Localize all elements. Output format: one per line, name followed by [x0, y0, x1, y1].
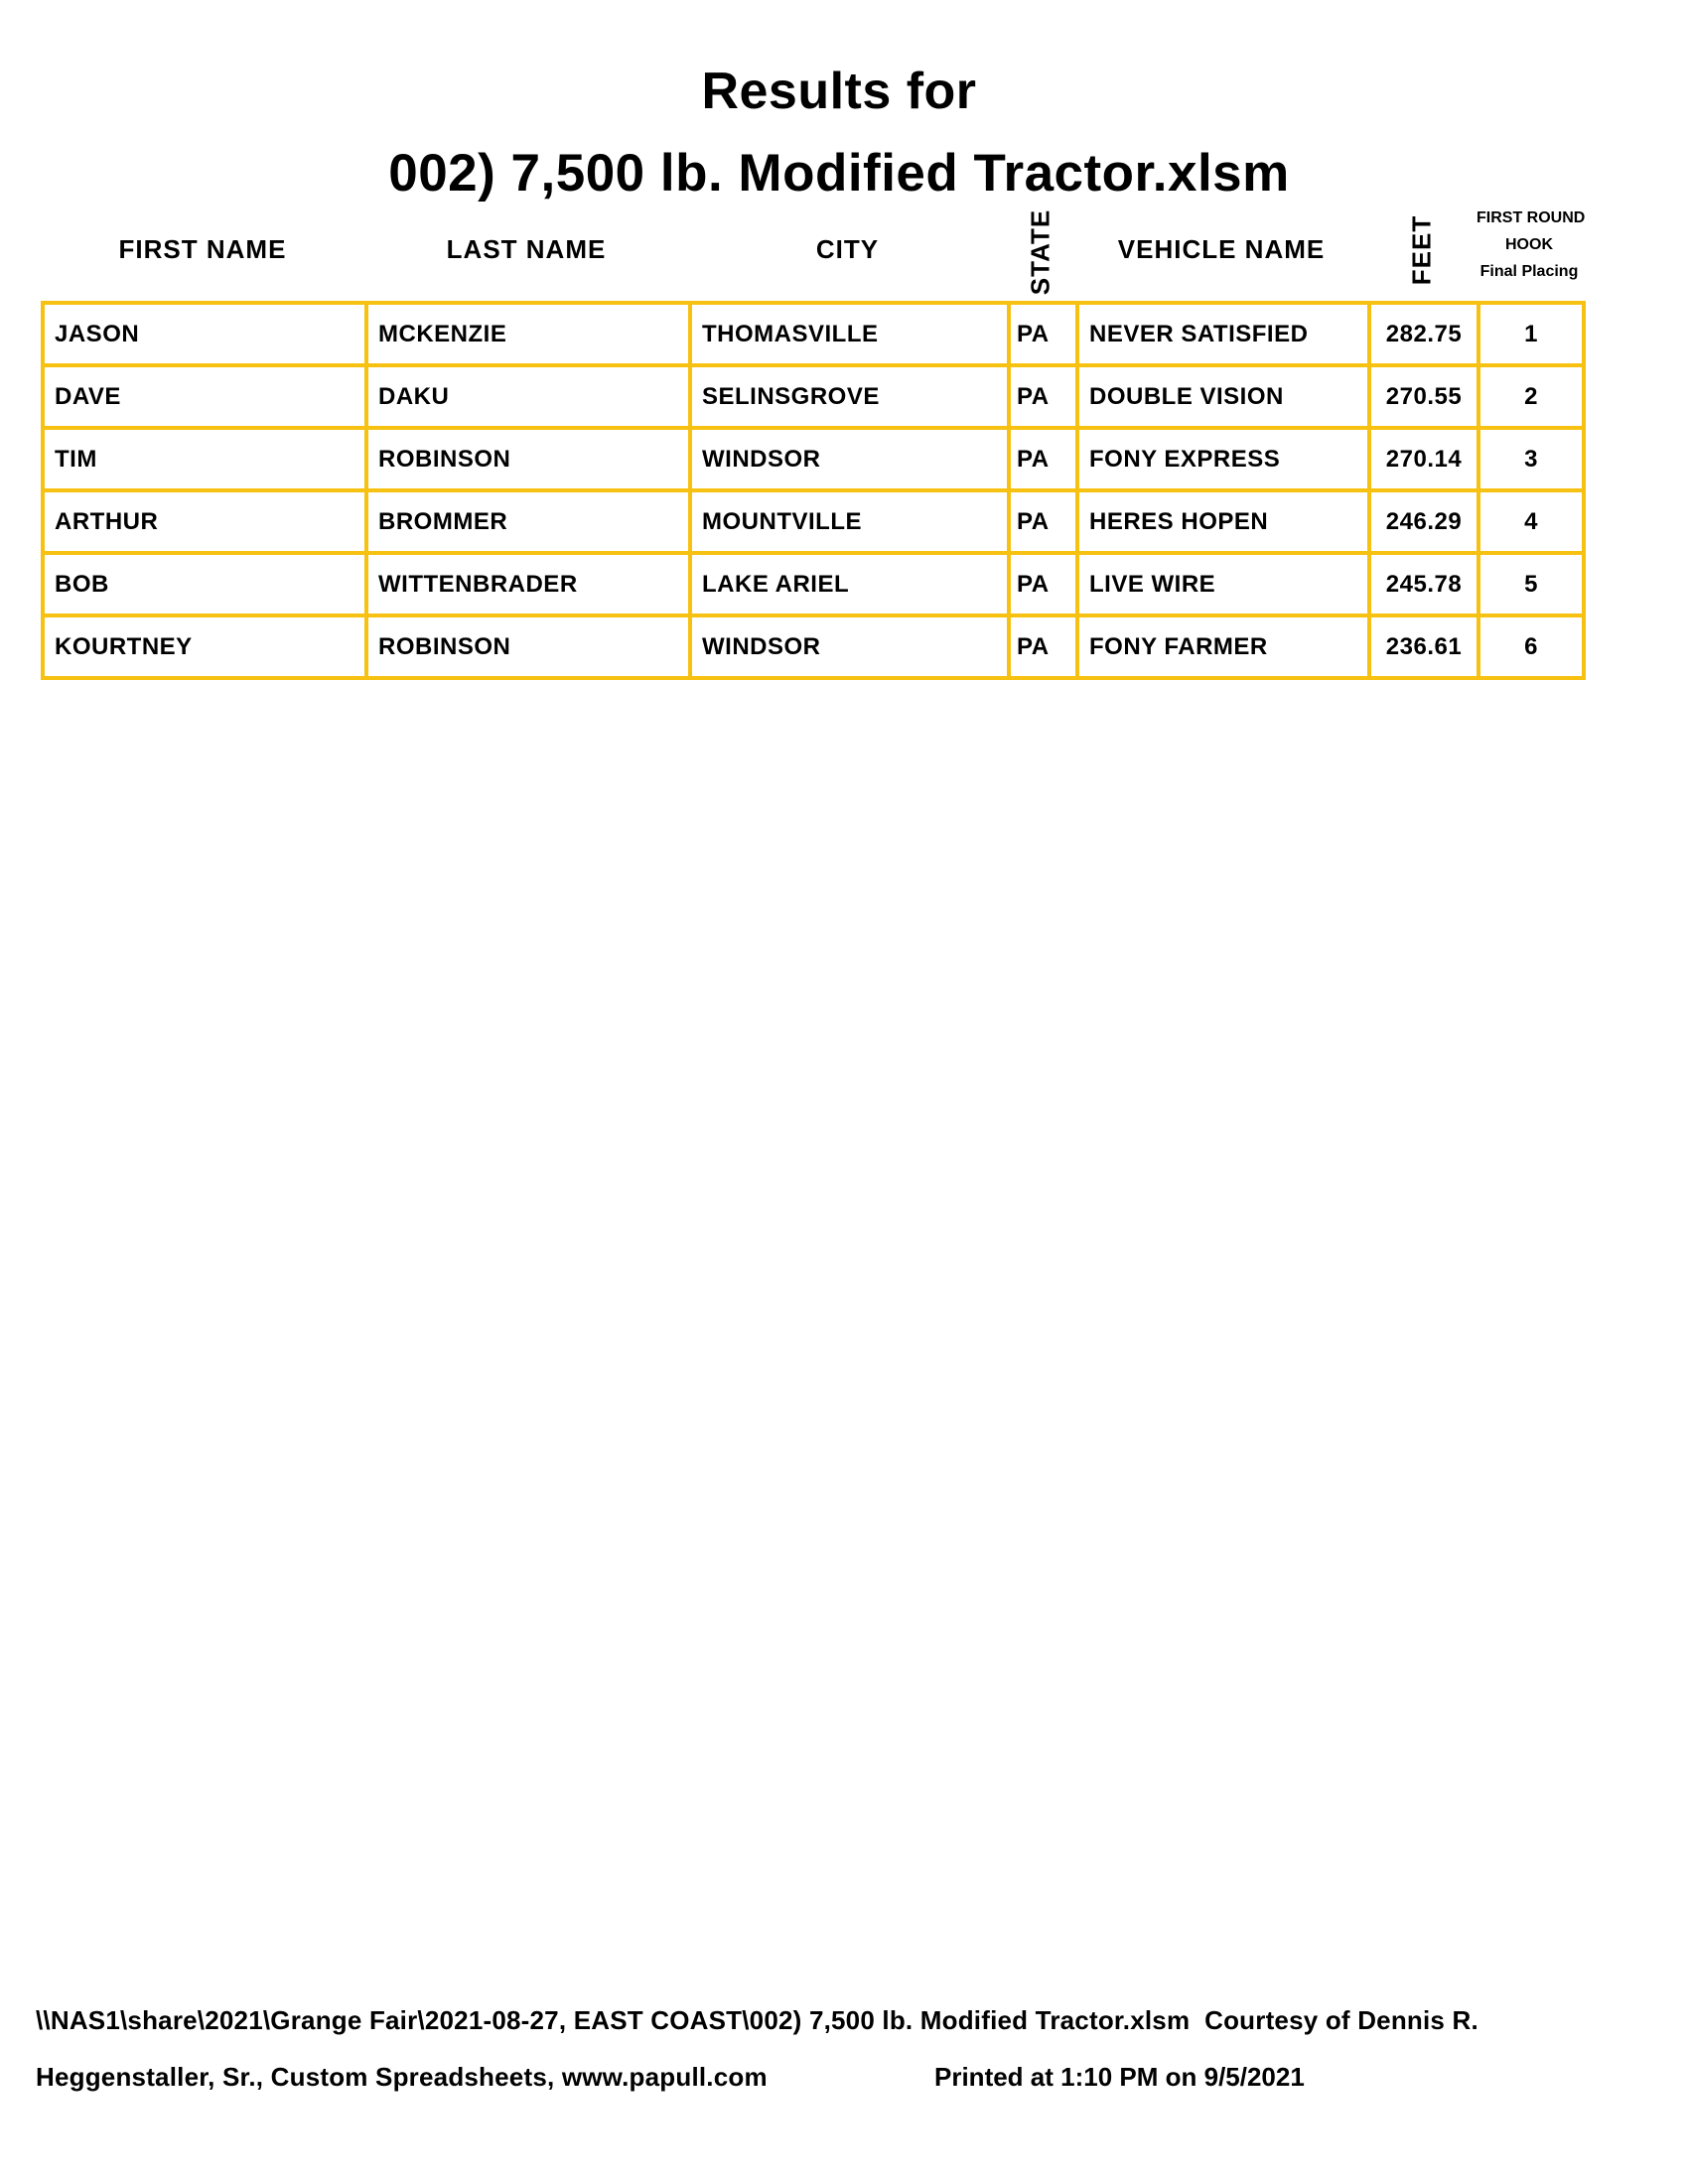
cell-city: WINDSOR	[690, 615, 1009, 678]
cell-first-name: DAVE	[43, 365, 366, 428]
table-row	[43, 553, 1584, 615]
cell-final-placing: 4	[1478, 490, 1584, 553]
table-row	[43, 428, 1584, 490]
cell-last-name: DAKU	[366, 365, 690, 428]
cell-final-placing: 3	[1478, 428, 1584, 490]
cell-feet: 236.61	[1369, 615, 1478, 678]
cell-vehicle-name: HERES HOPEN	[1077, 490, 1369, 553]
results-table	[41, 301, 1586, 680]
cell-state: PA	[1009, 303, 1077, 365]
cell-last-name: BROMMER	[366, 490, 690, 553]
cell-last-name: ROBINSON	[366, 428, 690, 490]
cell-city: THOMASVILLE	[690, 303, 1009, 365]
placing-header-line1: FIRST ROUND	[1477, 209, 1586, 226]
column-header-city: CITY	[815, 234, 880, 264]
cell-vehicle-name: FONY FARMER	[1077, 615, 1369, 678]
column-header-state-rotated: STATE	[1025, 208, 1055, 296]
page-title: Results for	[701, 63, 977, 120]
placing-header-line2: HOOK	[1505, 236, 1553, 253]
column-header-first-name: FIRST NAME	[118, 234, 287, 264]
cell-last-name: WITTENBRADER	[366, 553, 690, 615]
cell-vehicle-name: DOUBLE VISION	[1077, 365, 1369, 428]
table-row	[43, 303, 1584, 365]
cell-state: PA	[1009, 428, 1077, 490]
cell-last-name: MCKENZIE	[366, 303, 690, 365]
column-header-feet-rotated: FEET	[1406, 214, 1437, 286]
cell-first-name: KOURTNEY	[43, 615, 366, 678]
cell-vehicle-name: LIVE WIRE	[1077, 553, 1369, 615]
results-table-body	[43, 303, 1584, 678]
cell-city: LAKE ARIEL	[690, 553, 1009, 615]
table-row	[43, 365, 1584, 428]
table-row	[43, 490, 1584, 553]
placing-header-line3: Final Placing	[1479, 263, 1579, 280]
cell-first-name: ARTHUR	[43, 490, 366, 553]
footer-printed-timestamp: Printed at 1:10 PM on 9/5/2021	[934, 2062, 1305, 2092]
column-header-final-placing	[1477, 205, 1586, 285]
cell-city: SELINSGROVE	[690, 365, 1009, 428]
cell-state: PA	[1009, 553, 1077, 615]
footer-credit: Heggenstaller, Sr., Custom Spreadsheets, www.papull.com	[36, 2062, 768, 2092]
footer-file-path: \\NAS1\share\2021\Grange Fair\2021-08-27, EAST COAST\002) 7,500 lb. Modified Tractor.xlsm Courtesy of Dennis R.	[36, 2005, 1478, 2035]
cell-final-placing: 6	[1478, 615, 1584, 678]
cell-final-placing: 1	[1478, 303, 1584, 365]
cell-vehicle-name: FONY EXPRESS	[1077, 428, 1369, 490]
cell-state: PA	[1009, 615, 1077, 678]
cell-feet: 246.29	[1369, 490, 1478, 553]
cell-first-name: JASON	[43, 303, 366, 365]
cell-city: MOUNTVILLE	[690, 490, 1009, 553]
page-subtitle-filename: 002) 7,500 lb. Modified Tractor.xlsm	[388, 144, 1290, 203]
cell-final-placing: 5	[1478, 553, 1584, 615]
cell-first-name: TIM	[43, 428, 366, 490]
column-header-vehicle-name: VEHICLE NAME	[1117, 234, 1326, 264]
cell-state: PA	[1009, 490, 1077, 553]
cell-city: WINDSOR	[690, 428, 1009, 490]
column-header-last-name: LAST NAME	[446, 234, 607, 264]
cell-state: PA	[1009, 365, 1077, 428]
cell-first-name: BOB	[43, 553, 366, 615]
cell-feet: 270.55	[1369, 365, 1478, 428]
cell-vehicle-name: NEVER SATISFIED	[1077, 303, 1369, 365]
cell-last-name: ROBINSON	[366, 615, 690, 678]
table-row	[43, 615, 1584, 678]
cell-feet: 282.75	[1369, 303, 1478, 365]
cell-feet: 270.14	[1369, 428, 1478, 490]
cell-feet: 245.78	[1369, 553, 1478, 615]
cell-final-placing: 2	[1478, 365, 1584, 428]
